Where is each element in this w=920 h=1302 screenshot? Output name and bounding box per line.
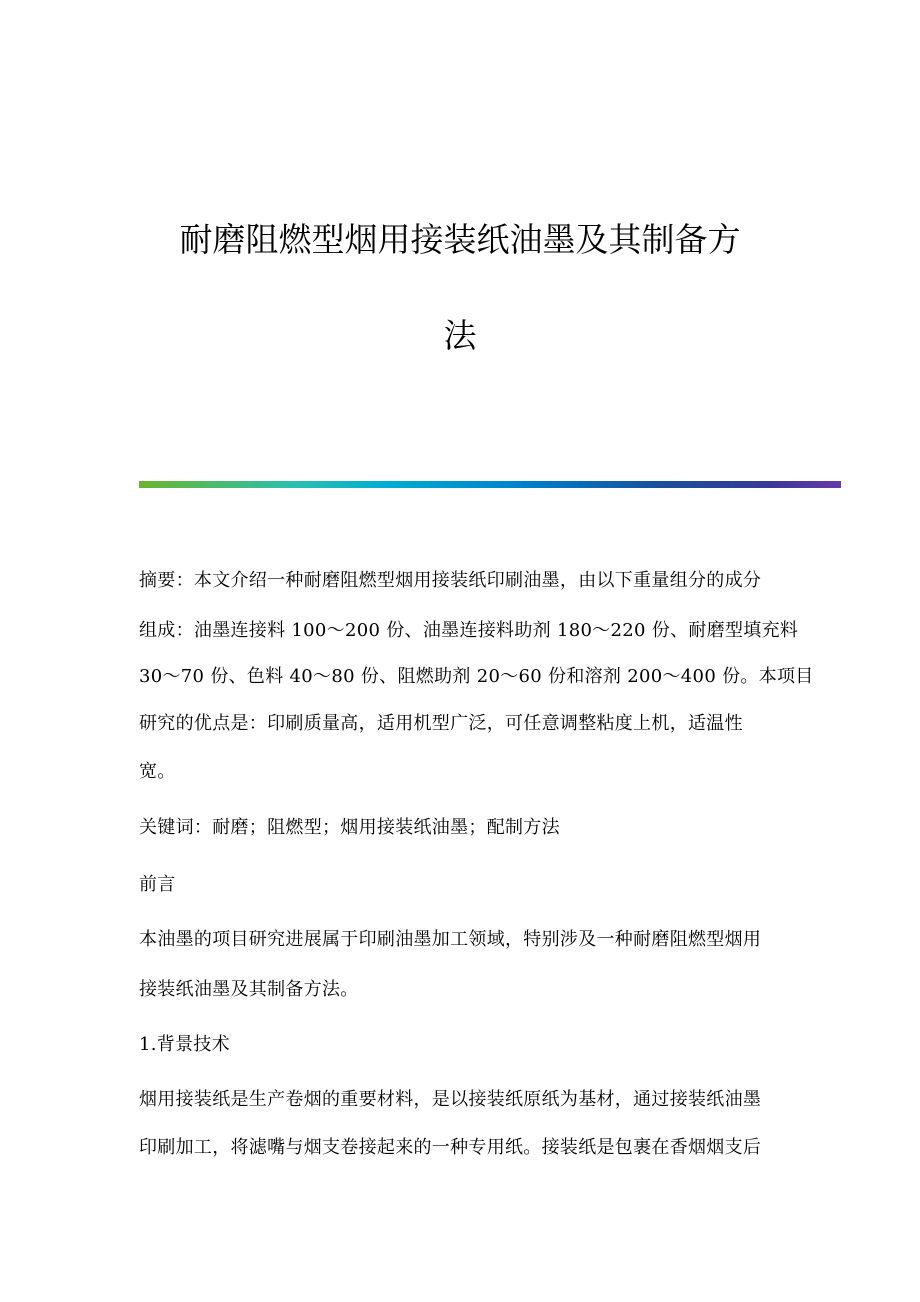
document-title-line-2: 法 <box>443 316 477 355</box>
section-line: 烟用接装纸是生产卷烟的重要材料，是以接装纸原纸为基材，通过接装纸油墨 <box>139 1089 762 1110</box>
preface-line: 接装纸油墨及其制备方法。 <box>139 979 359 1000</box>
keywords: 关键词：耐磨；阻燃型；烟用接装纸油墨；配制方法 <box>139 817 560 838</box>
abstract-line: 30～70 份、色料 40～80 份、阻燃助剂 20～60 份和溶剂 200～400 份。本项目 <box>139 666 814 687</box>
preface-heading: 前言 <box>139 874 176 895</box>
abstract-line: 研究的优点是：印刷质量高，适用机型广泛，可任意调整粘度上机，适温性 <box>139 713 743 734</box>
preface-line: 本油墨的项目研究进展属于印刷油墨加工领域，特别涉及一种耐磨阻燃型烟用 <box>139 929 762 950</box>
section-line: 印刷加工，将滤嘴与烟支卷接起来的一种专用纸。接装纸是包裹在香烟烟支后 <box>139 1137 762 1158</box>
abstract-line: 宽。 <box>139 761 176 782</box>
abstract-line: 摘要：本文介绍一种耐磨阻燃型烟用接装纸印刷油墨，由以下重量组分的成分 <box>139 570 762 591</box>
gradient-divider <box>139 481 841 488</box>
section-heading: 1.背景技术 <box>139 1034 230 1055</box>
abstract-line: 组成：油墨连接料 100～200 份、油墨连接料助剂 180～220 份、耐磨型填充料 <box>139 620 799 641</box>
document-title-line-1: 耐磨阻燃型烟用接装纸油墨及其制备方 <box>179 220 741 259</box>
